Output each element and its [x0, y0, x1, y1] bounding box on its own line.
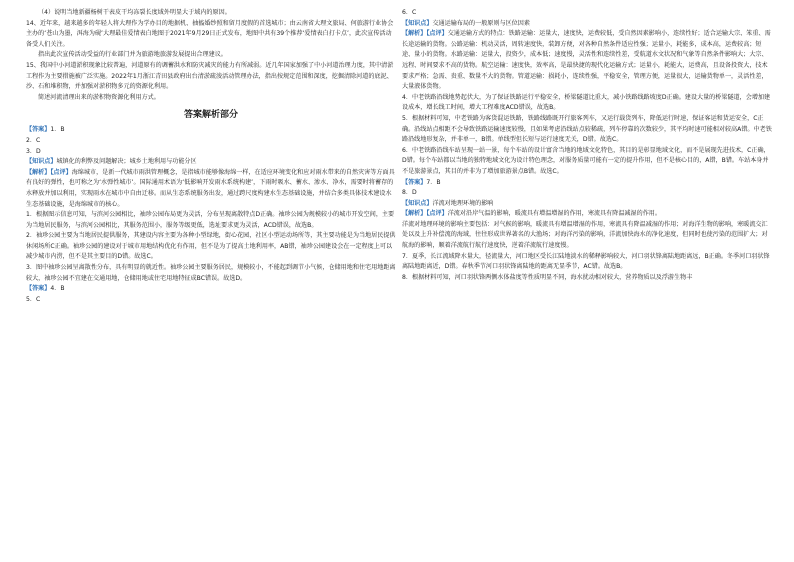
paragraph: 简述河流清理出来的淤积物资源化利用方式。	[38, 93, 160, 101]
label-paragraph: 【知识点】洋流对地理环境的影响	[402, 199, 494, 207]
paragraph: 8．D	[402, 189, 417, 197]
left-column	[26, 8, 396, 305]
answer-line: 【答案】7．B	[402, 178, 441, 186]
paragraph: 洋流对地理环境的影响主要包括：对气候的影响，暖流具有增温增湿的作用，寒流具有降温减湿的作用；对海洋生物的影响，寒暖流交汇处以及上升补偿流的海域，往往形成世界著名的大渔场；对海洋污染的影响，洋流加快海水的净化速度，但同时也使污染的范围扩大；对航海的影响，顺着洋流航行航行速度快，逆着洋流航行速度慢。	[402, 220, 768, 250]
right-column	[402, 8, 772, 283]
label-paragraph: 【解析】【点评】交通运输方式的特点：铁路运输：运量大，速度快，运费较低，受自然因素影响小，连续性好；适合运输大宗、笨重、需长途运输的货物。公路运输：机动灵活，周转速度快，装卸方便，对各种自然条件适应性强；运量小，耗能多，成本高，运费较高；短途、量小的货物。水路运输：运量大，投资少，成本低；速度慢，灵活性和连续性差，受航道水文状况和气象等自然条件影响大；大宗、远程、时间要求不高的货物。航空运输：速度快，效率高，是最快捷的现代化运输方式；运量小，耗能大，运费高，且设备投资大，技术要求严格；急需、贵重、数量不大的货物。管道运输：损耗小，连续性强，平稳安全，管理方便，运量很大，运输货物单一，灵活性差，大量液体货物。	[402, 30, 771, 91]
paragraph: 4．中老铁路沿线地势起伏大，为了保证铁路运行平稳安全，桥梁隧道比重大，减小铁路线路坡度D正确。建设大量的桥梁隧道，会增加建设成本，增长线工时间，增大工程难度ACD错误，故选B。	[402, 93, 771, 112]
label-paragraph: 【知识点】城镇化的利弊及问题解决；城乡土地利用与功能分区	[26, 158, 197, 166]
paragraph: 14、近年来，越来越多的年轻人将大理作为学办目的地据机、抽搐婚纱照和留月度假的首选城市；由云南省大理文旅局、何旅游行业协会主办的‘苍山为墨，洱海为砚’大理最佳爱情表白地图于2021年9月29日正式发布，地图中共有39个推荐‘爱情表白打卡点’，此次宣传活动备受人们关注。	[26, 19, 394, 48]
answer-line: 【答案】4．B	[26, 285, 65, 293]
paragraph: 8．根据材料可知，河口羽状锋两侧水体盐度等性质明显不同，海水扰动相对较大，营养物质以及浮游生物丰	[402, 273, 693, 281]
paragraph: 6．中老铁路沿线车站呈现一站一景，每个车站的设计富含当地的地域文化特色，其目的是彰显地域文化，而不是展现先进技术，C正确，D错。每个车站都以当地的独特地域文化为设计特色理念，对服务质量可能有一定的提升作用，但不是核心目的，A错，B错。车站本身并不是旅游景点，其目的并非为了增加旅游景点B错。故选C。	[402, 146, 770, 175]
paragraph: 6．C	[402, 9, 417, 16]
paragraph: 3．D	[26, 147, 41, 155]
paragraph: 2．C	[26, 136, 41, 144]
paragraph: 1．根据图示信息可知，与滨河公园相比，袖珍公园布局更为灵活，分布呈现离散特点D正确。袖珍公园为规模较小的城市开发空间，主要为当地居民服务，与滨河公园相比，其服务范围小，服务等级更低，选址要求更为灵活，ACD错误，故选B。	[26, 211, 395, 229]
answer-line: 【答案】1．B	[26, 126, 65, 134]
label-paragraph: 【知识点】交通运输布局的一般原则与区位因素	[402, 19, 530, 27]
paragraph: 15、我国中小河道淤积现象比较普遍，河道原有的调蓄洪水和防灾减灾的能力有所减弱。近几年国家加强了中小河道治理力度，其中清淤工程作为主要措施被广泛实施。2022年1月浙江青田县政府出台清淤疏浚活动管理办法，指出按规定范围和深度，挖掘清除河道的底泥、沙、石和堆积物，并加强对淤积物多元的资源化利用。	[26, 61, 394, 91]
paragraph: 2．袖珍公园主要为当地居民提供服务，其建设内容主要为各种小型绿地，街心花园，社区小型运动场所等，其主要功能是为当地居民提供休闲场所C正确。袖珍公园的建设对于城市用地结构优化有作用，但不是为了提高土地利用率，AB错，袖珍公园建设会在一定程度上可以减少城市内涝，但不是其主要目的D错。故选C。	[26, 232, 396, 261]
paragraph: （4）说明当地新疆杨树干表皮干均冻裂长度域外明显大于域内的原因。	[38, 9, 231, 16]
paragraph: 5．根据材料可知，中老铁路为客货混运铁路，铁路线路既开行旅客列车，又运行载货列车，降低运行时速，保证客运和货运安全，C正确。沿线站点相距不会导致铁路运输速度较慢，且如果考虑沿线站点较稀疏，列车停靠的次数较少，其平均时速可能相对较高A错。中老铁路沿线地形复杂，并非单一，B错。单线型但长短与运行速度无关，D错。故选C。	[402, 114, 772, 144]
section-heading: 答案解析部分	[183, 110, 238, 121]
paragraph: 指出此次宣传活动受益的行业部门并为旅游地旅游发展提出合理建议。	[38, 51, 227, 59]
paragraph: 3．图中袖珍公园呈离散性分布，具有明显的就近性。袖珍公园主要服务居民，规模较小，不能起到调节小气候，仓储用地和住宅用地距离较大，袖珍公园不宜建在交通用地，仓储用地或住宅用地特征成BC错误。故选D。	[26, 264, 396, 282]
label-paragraph: 【解析】【点评】海绵城市，是新一代城市雨洪管理概念，是指城市能够像海绵一样，在适应环境变化和应对雨水带来的自然灾害等方面具有良好的弹性，也可称之为‘水弹性城市’。国际通用术语为‘低影响开发雨水系统构建’，下雨时吸水、蓄水、渗水、净水，需要时将蓄存的水释放并加以利用，实现雨水在城市中自由迁移。而从生态系统服务出发，通过跨尺度构建水生态基础设施，并结合多类具体技术建设水生态基础设施，是海绵城市的核心。	[26, 168, 395, 208]
label-paragraph: 【解析】【点评】洋流对沿岸气温的影响，暖流具有增温增湿的作用，寒流具有降温减湿的作用。	[402, 210, 661, 218]
paragraph: 7．夏季，长江流域降水量大，径流量大，河口地区受长江陆地淡水的稀释影响较大，河口羽状锋离陆地距离远，B正确。冬季河口羽状锋离陆地距离近，D错。春秋季节河口羽状锋离陆地的距离无显季节，AC错。故选B。	[402, 252, 770, 271]
paragraph: 5．C	[26, 295, 41, 303]
